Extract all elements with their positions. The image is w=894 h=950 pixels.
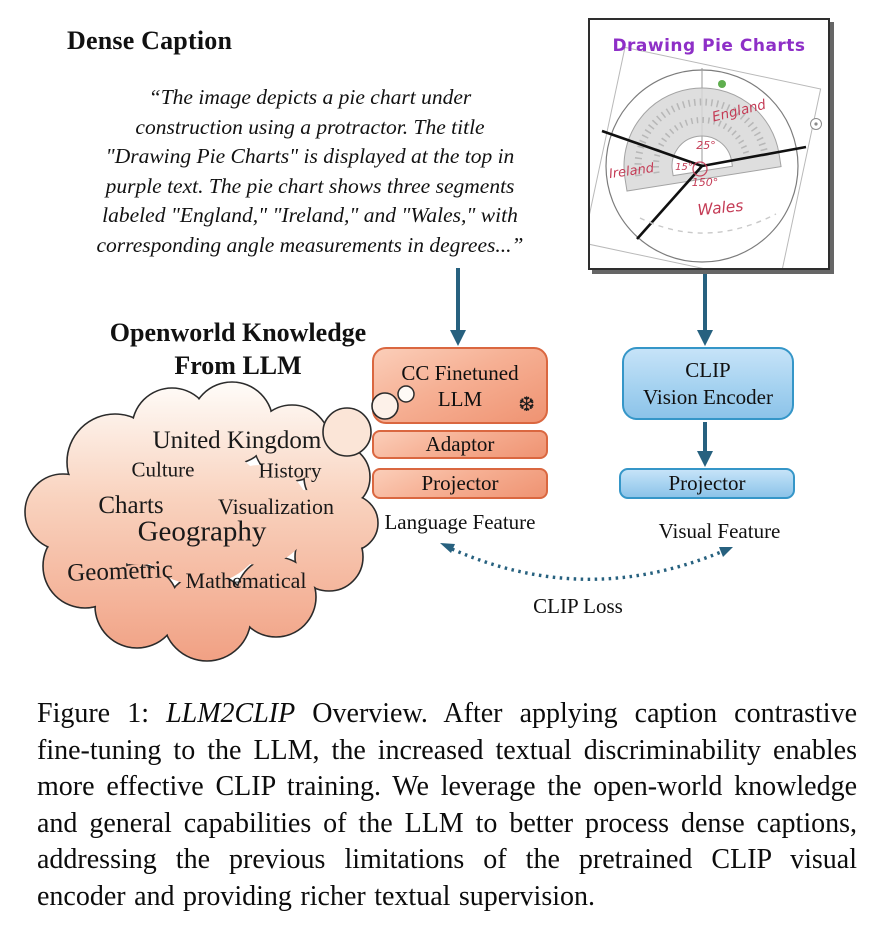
figure-caption-body: Overview. After applying caption contrastive fine-tuning to the LLM, the increased textual discriminability enables more effective CLIP training. We leverage the open-world knowledge and general capabilities of the LLM to better process dense captions, addressing the previous limitations of the pretrained CLIP visual encoder and providing richer textual supervision. [37, 698, 857, 912]
openworld-heading-line1: Openworld Knowledge [109, 318, 367, 347]
pie-chart-drawing [590, 20, 828, 268]
figure-caption [37, 696, 857, 915]
segment-label-ireland: Ireland [608, 160, 655, 183]
adaptor-box: Adaptor [372, 430, 548, 459]
encoder-box-line1: CLIP [685, 357, 731, 382]
openworld-heading [57, 316, 419, 382]
language-feature-label: Language Feature [384, 510, 536, 534]
llm-box-line2: LLM [437, 386, 483, 411]
cloud-term-visualization: Visualization [218, 494, 334, 519]
quote-line: purple text. The pie chart shows three segments [105, 173, 515, 198]
cloud-term-geometric: Geometric [66, 556, 174, 587]
quote-line: corresponding angle measurements in degrees...” [96, 232, 524, 257]
encoder-box-line2: Vision Encoder [643, 384, 773, 409]
arrow-caption-to-llm [450, 268, 466, 346]
clip-vision-encoder-box [622, 347, 794, 420]
arrow-encoder-to-projector [697, 422, 713, 467]
quote-line: labeled "England," "Ireland," and "Wales," with [102, 203, 518, 228]
figure-caption-italic-term: LLM2CLIP [166, 698, 296, 729]
cloud-term-charts: Charts [98, 492, 164, 519]
cloud-term-geography: Geography [137, 515, 267, 548]
snowflake-icon: ❆ [518, 394, 535, 416]
cloud-term-culture: Culture [131, 457, 195, 482]
segment-label-wales: Wales [696, 196, 745, 220]
dense-caption-quote [40, 83, 580, 261]
segment-label-england: England [710, 96, 768, 126]
selection-handle [811, 119, 822, 130]
cloud-term-history: History [258, 458, 322, 483]
cloud-term-mathematical: Mathematical [185, 568, 307, 593]
clip-loss-arrowhead-left [440, 543, 455, 553]
clip-loss-label: CLIP Loss [533, 594, 623, 618]
clip-loss-curve [440, 543, 733, 579]
angle-label-15: 15° [675, 162, 693, 173]
visual-feature-label: Visual Feature [658, 519, 781, 543]
quote-line: "Drawing Pie Charts" is displayed at the top in [105, 144, 515, 169]
openworld-heading-line2: From LLM [174, 351, 302, 380]
cloud-term-united-kingdom: United Kingdom [152, 427, 322, 454]
dense-caption-heading: Dense Caption [67, 26, 233, 55]
angle-label-25: 25° [696, 139, 716, 152]
clip-loss-arrowhead-right [719, 547, 733, 557]
green-dot [718, 80, 726, 88]
language-projector-box: Projector [372, 468, 548, 499]
quote-line: construction using a protractor. The title [135, 114, 485, 139]
visual-projector-box: Projector [619, 468, 795, 499]
pie-chart-image [588, 18, 830, 270]
quote-line: “The image depicts a pie chart under [148, 85, 472, 109]
angle-label-150: 150° [691, 176, 719, 189]
cc-finetuned-llm-box [372, 347, 548, 424]
llm-box-line1: CC Finetuned [401, 360, 519, 385]
arrow-image-to-encoder [697, 274, 713, 346]
pie-image-title: Drawing Pie Charts [612, 36, 806, 56]
figure-caption-prefix: Figure 1: [37, 698, 167, 729]
